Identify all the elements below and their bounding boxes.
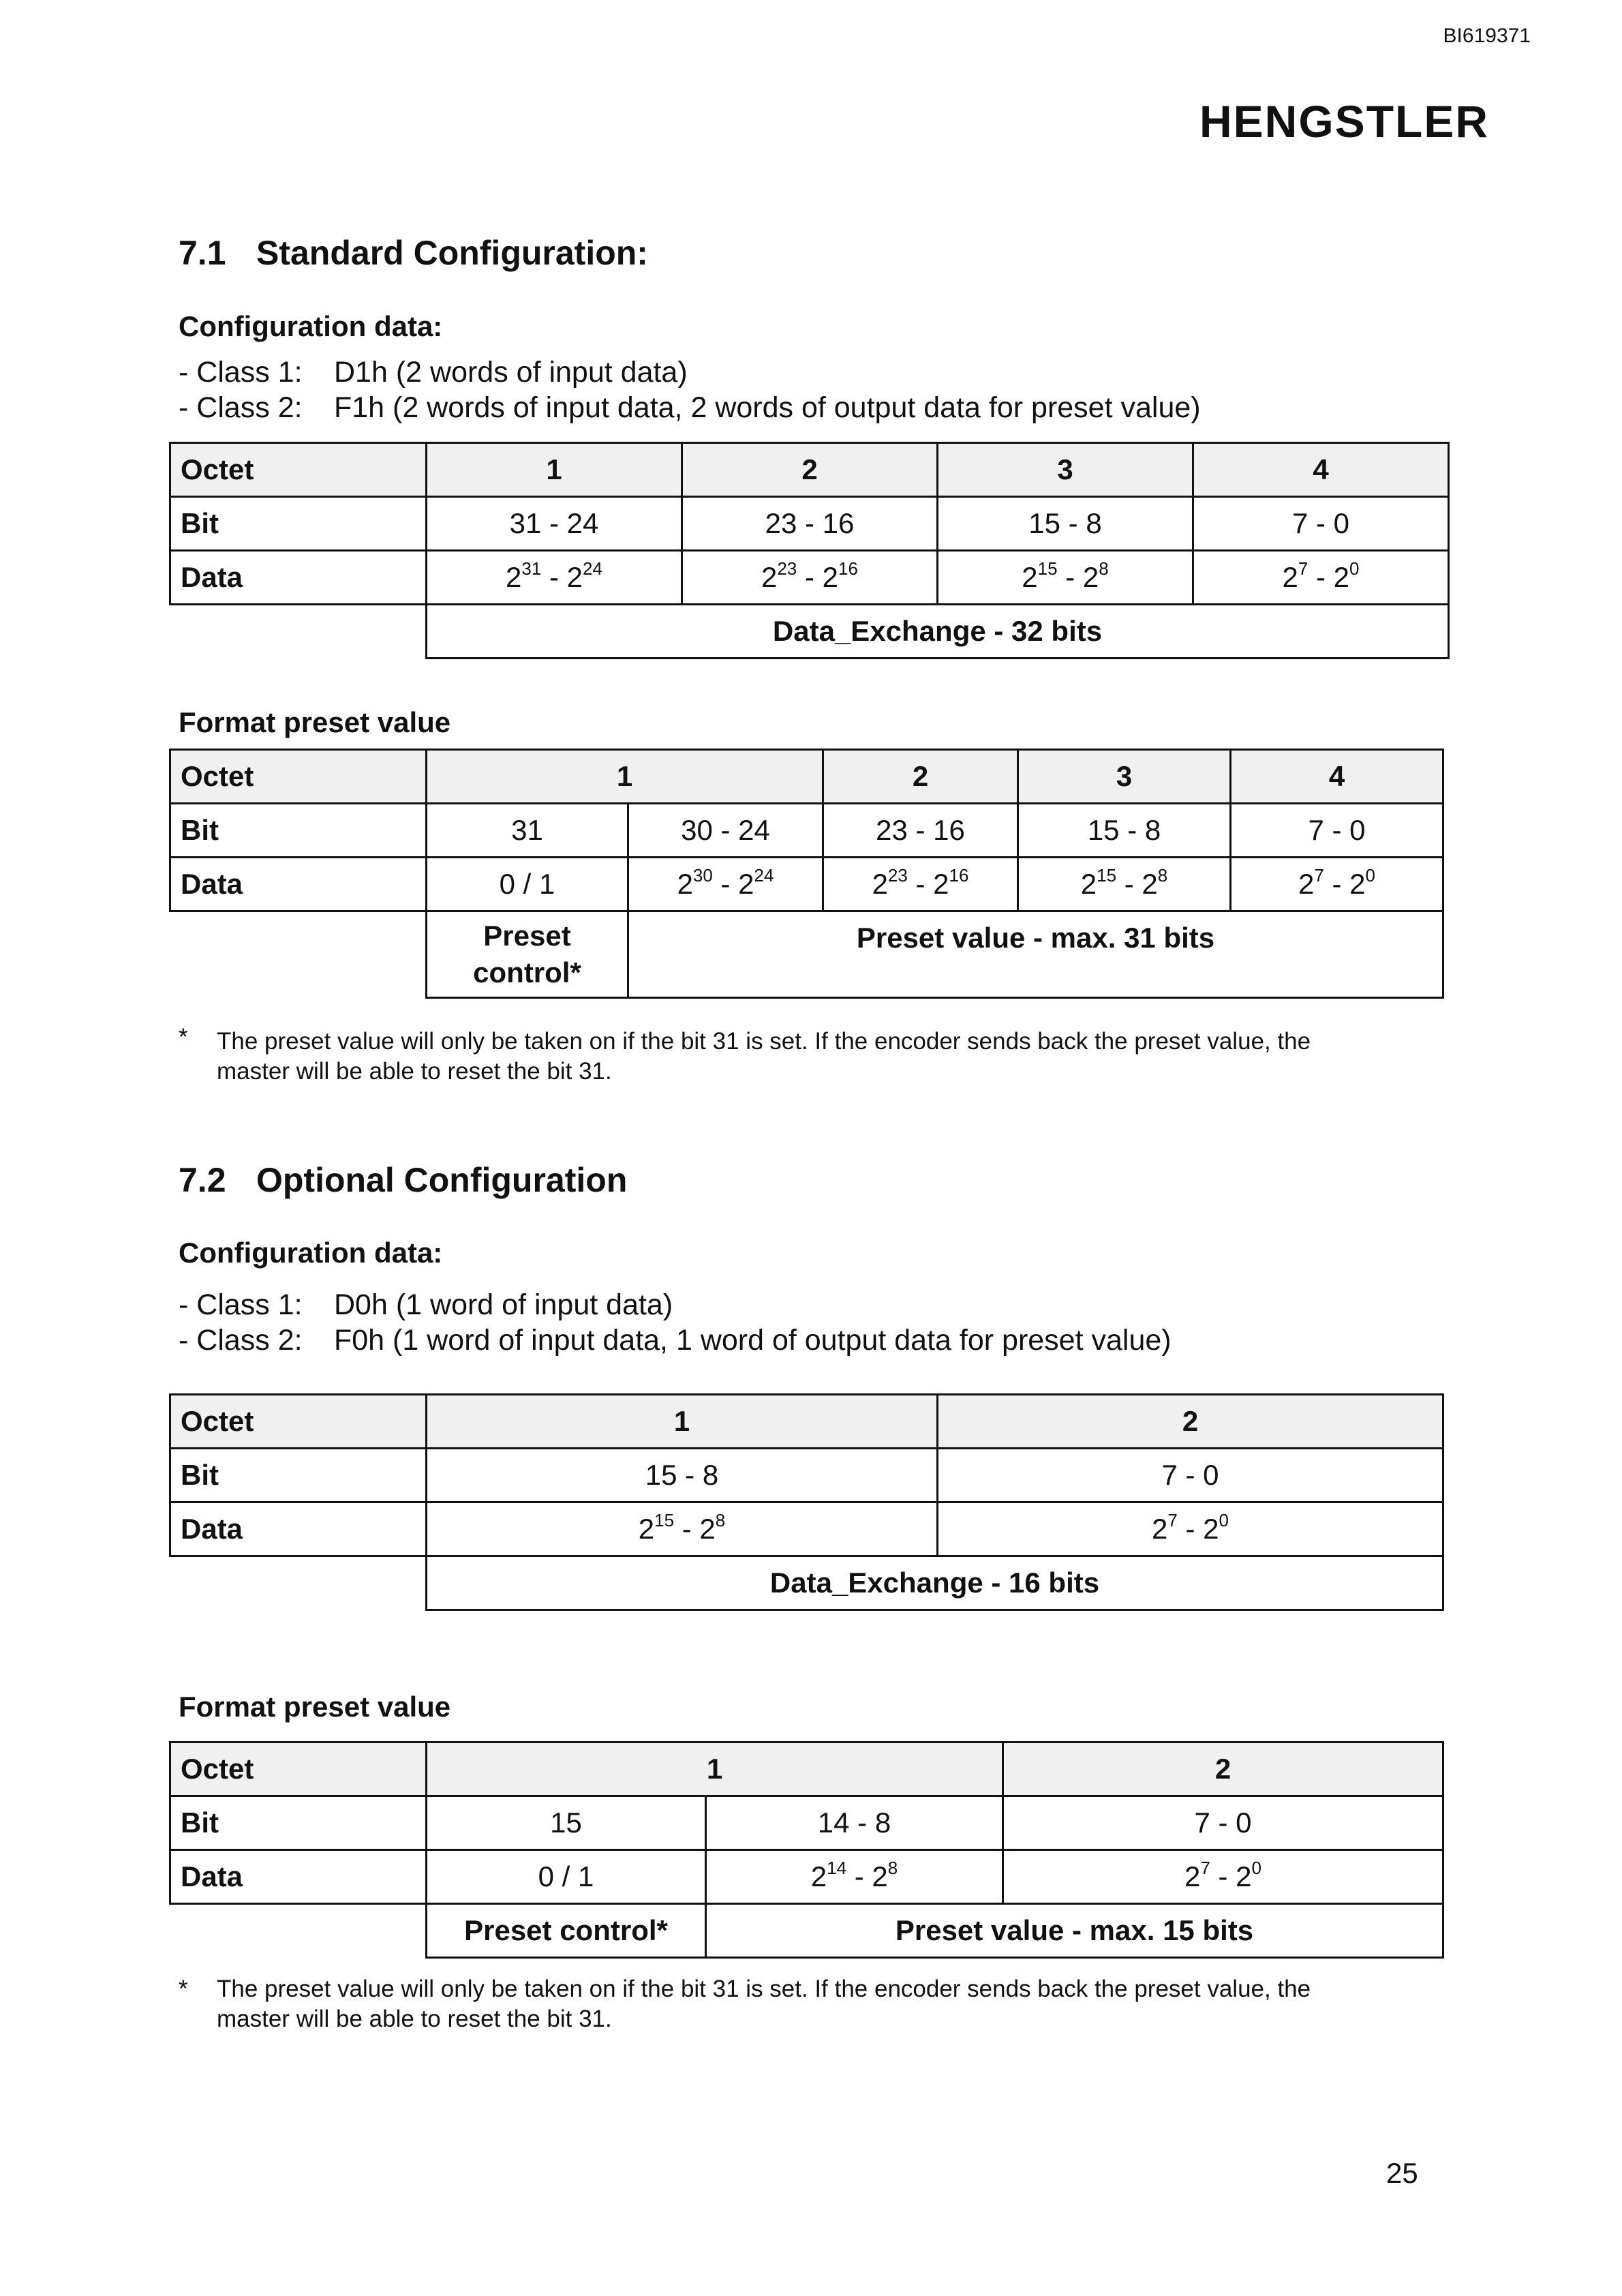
footnote [179,1024,1439,1088]
data-exchange-label: Data_Exchange - 16 bits [427,1556,1443,1610]
bit-cell: 31 [427,804,628,858]
optional-config-table [169,1393,1444,1611]
table-row [170,804,1443,858]
empty-cell [170,1904,427,1958]
table-row [170,750,1443,804]
class1-label: - Class 1: [179,356,303,389]
section-number: 7.1 [179,234,226,272]
table-row [170,1395,1443,1449]
document-id: BI619371 [1443,25,1531,47]
data-cell: $2^{15} - 2^8$ [427,1502,938,1556]
row-header-octet: Octet [170,750,427,804]
format-preset-heading: Format preset value [179,1691,451,1723]
table-row [170,1502,1443,1556]
octet-cell: 2 [682,443,938,497]
row-header-data: Data [170,551,427,605]
bit-cell: 23 - 16 [682,497,938,551]
class2-text: F0h (1 word of input data, 1 word of output data for preset value) [334,1324,1172,1357]
footnote-line: master will be able to reset the bit 31. [217,2006,612,2032]
bit-cell: 15 - 8 [427,1449,938,1502]
standard-preset-table [169,749,1444,999]
table-row [170,1556,1443,1610]
data-cell: $2^{14} - 2^8$ [706,1850,1003,1904]
bit-cell: 23 - 16 [823,804,1018,858]
class2-label: - Class 2: [179,1324,303,1357]
row-header-data: Data [170,1502,427,1556]
class1-label: - Class 1: [179,1288,303,1321]
empty-cell [170,1556,427,1610]
table-row [170,1850,1443,1904]
row-header-octet: Octet [170,1742,427,1796]
table-row [170,605,1449,659]
row-header-bit: Bit [170,1449,427,1502]
section-7-2-heading [179,1160,627,1200]
data-cell: $2^{23} - 2^{16}$ [682,551,938,605]
class1-line [179,354,688,390]
octet-cell: 1 [427,1395,938,1449]
bit-cell: 31 - 24 [427,497,682,551]
class2-text: F1h (2 words of input data, 2 words of output data for preset value) [334,391,1201,424]
table-row [170,443,1449,497]
data-cell: 0 / 1 [427,1850,706,1904]
table-row [170,1796,1443,1850]
preset-control-cell: Preset control* [427,1904,706,1958]
data-cell: 0 / 1 [427,858,628,911]
page-number: 25 [1386,2157,1418,2189]
table-row [170,911,1443,998]
class2-line [179,1323,1172,1358]
hengstler-logo: HENGSTLER [1199,96,1490,147]
footnote-line: The preset value will only be taken on if the bit 31 is set. If the encoder sends back the preset value, the [217,1976,1311,2002]
preset-control-cell: Preset control* [427,911,628,998]
data-cell: $2^{23} - 2^{16}$ [823,858,1018,911]
config-data-heading: Configuration data: [179,1237,443,1269]
preset-value-cell: Preset value - max. 15 bits [706,1904,1443,1958]
data-cell: $2^{31} - 2^{24}$ [427,551,682,605]
section-7-1-heading [179,233,648,273]
table-row [170,858,1443,911]
preset-value-cell: Preset value - max. 31 bits [628,911,1443,998]
row-header-bit: Bit [170,1796,427,1850]
footnote-line: master will be able to reset the bit 31. [217,1058,612,1085]
class2-label: - Class 2: [179,391,303,424]
footnote-marker: * [179,1024,188,1051]
data-cell: $2^7 - 2^0$ [938,1502,1443,1556]
octet-cell: 2 [1003,1742,1443,1796]
data-cell: $2^{15} - 2^8$ [1018,858,1231,911]
octet-cell: 1 [427,1742,1003,1796]
class1-text: D1h (2 words of input data) [334,356,688,389]
row-header-octet: Octet [170,443,427,497]
octet-cell: 2 [823,750,1018,804]
data-exchange-label: Data_Exchange - 32 bits [427,605,1449,659]
class2-line [179,390,1201,425]
row-header-data: Data [170,858,427,911]
row-header-data: Data [170,1850,427,1904]
section-title: Standard Configuration: [256,234,648,272]
data-cell: $2^7 - 2^0$ [1003,1850,1443,1904]
table-row [170,1904,1443,1958]
data-cell: $2^{15} - 2^8$ [938,551,1193,605]
octet-cell: 2 [938,1395,1443,1449]
standard-config-table [169,442,1450,659]
octet-cell: 1 [427,443,682,497]
data-cell: $2^7 - 2^0$ [1231,858,1443,911]
data-cell: $2^7 - 2^0$ [1193,551,1449,605]
footnote [179,1974,1439,2036]
row-header-bit: Bit [170,497,427,551]
table-row [170,497,1449,551]
octet-cell: 3 [1018,750,1231,804]
section-number: 7.2 [179,1161,226,1199]
bit-cell: 15 - 8 [938,497,1193,551]
table-row [170,1449,1443,1502]
config-data-heading: Configuration data: [179,310,443,342]
bit-cell: 7 - 0 [1003,1796,1443,1850]
octet-cell: 4 [1193,443,1449,497]
footnote-marker: * [179,1976,188,2002]
bit-cell: 14 - 8 [706,1796,1003,1850]
table-row [170,551,1449,605]
row-header-bit: Bit [170,804,427,858]
data-cell: $2^{30} - 2^{24}$ [628,858,823,911]
table-row [170,1742,1443,1796]
bit-cell: 30 - 24 [628,804,823,858]
octet-cell: 1 [427,750,823,804]
class1-line [179,1287,673,1323]
bit-cell: 15 [427,1796,706,1850]
bit-cell: 7 - 0 [1193,497,1449,551]
footnote-line: The preset value will only be taken on if the bit 31 is set. If the encoder sends back the preset value, the [217,1028,1311,1055]
empty-cell [170,605,427,659]
bit-cell: 7 - 0 [1231,804,1443,858]
bit-cell: 15 - 8 [1018,804,1231,858]
optional-preset-table [169,1741,1444,1959]
section-title: Optional Configuration [256,1161,628,1199]
bit-cell: 7 - 0 [938,1449,1443,1502]
format-preset-heading: Format preset value [179,706,451,738]
row-header-octet: Octet [170,1395,427,1449]
octet-cell: 4 [1231,750,1443,804]
empty-cell [170,911,427,998]
octet-cell: 3 [938,443,1193,497]
class1-text: D0h (1 word of input data) [334,1288,673,1321]
